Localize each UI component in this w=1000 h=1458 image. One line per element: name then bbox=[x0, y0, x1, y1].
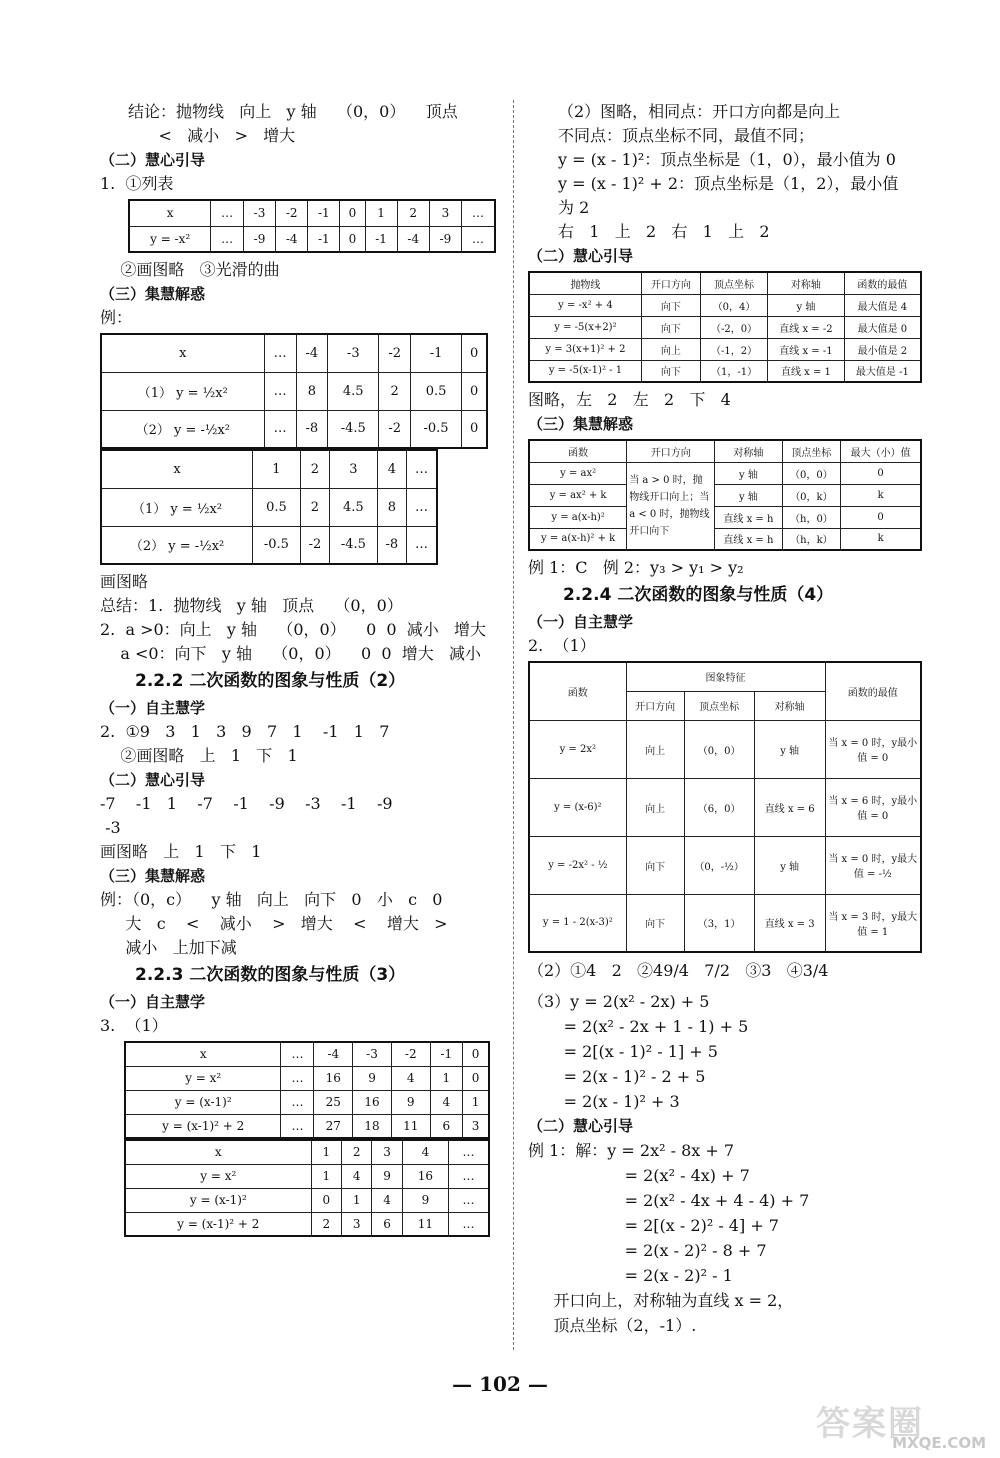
table-cell: y = -5(x+2)² bbox=[529, 316, 641, 338]
math-line: （3）y = 2(x² - 2x) + 5 bbox=[528, 992, 710, 1011]
table-cell: 最大值是 -1 bbox=[844, 360, 921, 382]
table-cell: y 轴 bbox=[715, 462, 782, 484]
table-cell: 直线 x = h bbox=[715, 506, 782, 528]
section-heading: （一）自主慧学 bbox=[100, 993, 206, 1011]
table-cell: … bbox=[449, 1212, 490, 1236]
table-cell: -4.5 bbox=[328, 410, 379, 448]
table-cell: 8 bbox=[296, 372, 327, 410]
table-cell: … bbox=[406, 488, 437, 526]
text-line: ②画图略 ③光滑的曲 bbox=[100, 260, 280, 279]
text-line: （2）图略，相同点：开口方向都是向上 bbox=[558, 102, 841, 121]
watermark-url: MXQE.COM bbox=[892, 1434, 986, 1452]
text-line: 减小 上加下减 bbox=[100, 938, 237, 957]
math-line: 开口向上，对称轴为直线 x = 2， bbox=[528, 1291, 794, 1310]
text-line: 1. ①列表 bbox=[100, 174, 174, 193]
table-cell: 向下 bbox=[641, 294, 700, 316]
math-line: = 2(x - 2)² - 8 + 7 bbox=[528, 1241, 767, 1260]
table-cell: … bbox=[281, 1042, 314, 1066]
math-line: = 2[(x - 1)² - 1] + 5 bbox=[528, 1042, 718, 1061]
table-row bbox=[529, 338, 921, 360]
table-cell: 图象特征 bbox=[626, 662, 825, 691]
table-cell: 向上 bbox=[641, 338, 700, 360]
table-row bbox=[529, 360, 921, 382]
table-row bbox=[125, 1212, 489, 1236]
table-cell: 11 bbox=[402, 1212, 448, 1236]
table-cell: 0.5 bbox=[410, 372, 461, 410]
table-cell: 6 bbox=[430, 1114, 463, 1138]
table-cell: 当 a > 0 时，抛物线开口向上；当 a < 0 时，抛物线开口向下 bbox=[627, 462, 715, 550]
table-cell: y = (x-6)² bbox=[529, 778, 626, 836]
section-heading: （三）集慧解惑 bbox=[100, 867, 206, 885]
text-line: -3 bbox=[100, 818, 121, 837]
text-line: 3. （1） bbox=[100, 1016, 168, 1035]
table-cell: 3 bbox=[429, 200, 461, 226]
text-line: 2. （1） bbox=[528, 636, 596, 655]
table-cell: 3 bbox=[372, 1140, 402, 1164]
text-line: y = (x - 1)² + 2：顶点坐标是（1，2），最小值 bbox=[558, 174, 899, 193]
table-cell: 当 x = 3 时，y最大值 = 1 bbox=[825, 894, 921, 952]
table-cell: 9 bbox=[372, 1164, 402, 1188]
math-line: = 2(x² - 2x + 1 - 1) + 5 bbox=[528, 1017, 749, 1036]
table-row bbox=[125, 1188, 489, 1212]
text-line: 画图略 上 1 下 1 bbox=[100, 842, 262, 861]
text-line: 大 c < 减小 > 增大 < 增大 > bbox=[100, 914, 448, 933]
table-cell: y = a(x-h)² bbox=[529, 506, 627, 528]
table-shift-negative bbox=[124, 1041, 490, 1139]
table-cell: 顶点坐标 bbox=[782, 440, 841, 462]
table-cell: 0 bbox=[463, 1042, 489, 1066]
table-cell: （h，k） bbox=[782, 528, 841, 550]
table-cell: y 轴 bbox=[754, 836, 825, 894]
table-cell: 抛物线 bbox=[529, 272, 641, 294]
table-cell: x bbox=[101, 334, 264, 372]
table-cell: -0.5 bbox=[410, 410, 461, 448]
table-cell: 4 bbox=[430, 1090, 463, 1114]
table-cell: 对称轴 bbox=[754, 691, 825, 720]
math-line: = 2(x - 1)² + 3 bbox=[528, 1092, 680, 1111]
table-cell: … bbox=[449, 1140, 490, 1164]
table-cell: 3 bbox=[330, 450, 378, 488]
table-cell: y = 2x² bbox=[529, 720, 626, 778]
table-cell: 0 bbox=[311, 1188, 341, 1212]
table-row bbox=[125, 1140, 489, 1164]
table-row bbox=[529, 836, 921, 894]
table-row bbox=[101, 372, 487, 410]
table-cell: y = -x² + 4 bbox=[529, 294, 641, 316]
table-cell: 0 bbox=[462, 334, 487, 372]
table-cell: （2） y = -½x² bbox=[101, 526, 253, 564]
table-parabola-properties bbox=[528, 271, 922, 383]
table-cell: 0 bbox=[340, 200, 365, 226]
table-cell: -9 bbox=[243, 226, 275, 252]
table-cell: 9 bbox=[391, 1090, 430, 1114]
text-line: 结论：抛物线 向上 y 轴 （0，0） 顶点 bbox=[128, 102, 458, 121]
table-cell: 3 bbox=[463, 1114, 489, 1138]
table-cell: 直线 x = h bbox=[715, 528, 782, 550]
table-cell: 函数 bbox=[529, 662, 626, 720]
math-line: = 2(x - 1)² - 2 + 5 bbox=[528, 1067, 706, 1086]
table-cell: 1 bbox=[253, 450, 301, 488]
table-cell: y = (x-1)² + 2 bbox=[125, 1114, 281, 1138]
text-line: < 减小 > 增大 bbox=[128, 126, 296, 145]
table-cell: -0.5 bbox=[253, 526, 301, 564]
table-cell: 16 bbox=[353, 1090, 392, 1114]
table-cell: 25 bbox=[314, 1090, 353, 1114]
text-line: 为 2 bbox=[558, 198, 590, 217]
table-cell: 函数的最值 bbox=[825, 662, 921, 720]
table-cell: 0 bbox=[462, 410, 487, 448]
math-line: = 2[(x - 2)² - 4] + 7 bbox=[528, 1216, 779, 1235]
table-cell: y = 1 - 2(x-3)² bbox=[529, 894, 626, 952]
table-cell: 当 x = 6 时，y最小值 = 0 bbox=[825, 778, 921, 836]
table-cell: … bbox=[211, 200, 244, 226]
table-cell: 16 bbox=[314, 1066, 353, 1090]
table-cell: -2 bbox=[379, 334, 410, 372]
table-cell: （h，0） bbox=[782, 506, 841, 528]
table-cell: 9 bbox=[353, 1066, 392, 1090]
table-cell: 1 bbox=[311, 1140, 341, 1164]
table-cell: x bbox=[125, 1140, 311, 1164]
table-cell: … bbox=[281, 1090, 314, 1114]
section-heading: （二）慧心引导 bbox=[100, 771, 206, 789]
table-cell: y = x² bbox=[125, 1164, 311, 1188]
math-line: = 2(x² - 4x) + 7 bbox=[528, 1166, 750, 1185]
math-line: 顶点坐标（2，-1）. bbox=[528, 1316, 697, 1335]
table-cell: 顶点坐标 bbox=[684, 691, 754, 720]
table-cell: 4 bbox=[342, 1164, 372, 1188]
table-cell: 0 bbox=[462, 372, 487, 410]
table-cell: 4 bbox=[402, 1140, 448, 1164]
section-heading: （二）慧心引导 bbox=[528, 247, 634, 265]
table-cell: 11 bbox=[391, 1114, 430, 1138]
watermark-logo bbox=[816, 1396, 986, 1452]
table-cell: 18 bbox=[353, 1114, 392, 1138]
table-cell: （0，0） bbox=[782, 462, 841, 484]
table-cell: … bbox=[406, 450, 437, 488]
table-cell: 8 bbox=[377, 488, 406, 526]
table-cell: 16 bbox=[402, 1164, 448, 1188]
table-row bbox=[101, 410, 487, 448]
table-row bbox=[129, 200, 495, 226]
section-heading: （一）自主慧学 bbox=[100, 699, 206, 717]
table-cell: 顶点坐标 bbox=[700, 272, 767, 294]
table-row bbox=[125, 1042, 489, 1066]
table-cell: 向下 bbox=[641, 360, 700, 382]
table-cell: 1 bbox=[463, 1090, 489, 1114]
table-row bbox=[129, 226, 495, 252]
section-heading: （二）慧心引导 bbox=[100, 151, 206, 169]
text-line: 不同点：顶点坐标不同，最值不同； bbox=[558, 126, 815, 145]
column-divider bbox=[513, 100, 514, 1350]
text-line: a <0：向下 y 轴 （0，0） 0 0 增大 减小 bbox=[100, 644, 481, 663]
text-line: 例 1：C 例 2：y₃ > y₁ > y₂ bbox=[528, 558, 744, 577]
table-cell: y = a(x-h)² + k bbox=[529, 528, 627, 550]
table-cell: -3 bbox=[243, 200, 275, 226]
table-cell: 开口方向 bbox=[627, 440, 715, 462]
table-row bbox=[529, 316, 921, 338]
table-cell: 4.5 bbox=[330, 488, 378, 526]
section-heading: （一）自主慧学 bbox=[528, 613, 634, 631]
table-cell: 27 bbox=[314, 1114, 353, 1138]
table-cell: … bbox=[264, 372, 296, 410]
table-cell: 直线 x = 6 bbox=[754, 778, 825, 836]
table-row bbox=[101, 488, 437, 526]
table-y-neg-x2 bbox=[128, 199, 496, 253]
text-line: 右 1 上 2 右 1 上 2 bbox=[558, 222, 770, 241]
table-cell: -2 bbox=[300, 526, 329, 564]
table-row bbox=[529, 272, 921, 294]
table-cell: 3 bbox=[342, 1212, 372, 1236]
table-cell: 4 bbox=[391, 1066, 430, 1090]
table-cell: 开口方向 bbox=[626, 691, 684, 720]
text-line: ②画图略 上 1 下 1 bbox=[100, 746, 298, 765]
table-cell: y 轴 bbox=[768, 294, 845, 316]
table-cell: -1 bbox=[430, 1042, 463, 1066]
table-cell: … bbox=[461, 226, 495, 252]
table-row bbox=[101, 526, 437, 564]
table-cell: -9 bbox=[429, 226, 461, 252]
table-cell: … bbox=[211, 226, 244, 252]
text-line: 2. ①9 3 1 3 9 7 1 -1 1 7 bbox=[100, 722, 390, 741]
table-cell: -4.5 bbox=[330, 526, 378, 564]
text-line: 画图略 bbox=[100, 572, 149, 591]
table-cell: 向下 bbox=[626, 894, 684, 952]
table-cell: k bbox=[841, 484, 921, 506]
section-title: 2.2.4 二次函数的图象与性质（4） bbox=[563, 585, 834, 605]
table-cell: 最大值是 0 bbox=[844, 316, 921, 338]
table-cell: 函数的最值 bbox=[844, 272, 921, 294]
text-line: 总结：1. 抛物线 y 轴 顶点 （0，0） bbox=[100, 596, 403, 615]
table-cell: … bbox=[461, 200, 495, 226]
table-cell: … bbox=[264, 410, 296, 448]
table-cell: x bbox=[125, 1042, 281, 1066]
table-cell: … bbox=[449, 1188, 490, 1212]
table-cell: -1 bbox=[410, 334, 461, 372]
table-cell: 2 bbox=[397, 200, 429, 226]
table-row bbox=[125, 1066, 489, 1090]
table-cell: k bbox=[841, 528, 921, 550]
watermark-text: 答案圈 bbox=[816, 1404, 924, 1444]
table-cell: 0.5 bbox=[253, 488, 301, 526]
table-cell: 6 bbox=[372, 1212, 402, 1236]
table-cell: （0，4） bbox=[700, 294, 767, 316]
table-cell: 向上 bbox=[626, 720, 684, 778]
table-cell: 最大（小）值 bbox=[841, 440, 921, 462]
text-line: 例：（0，c） y 轴 向上 向下 0 小 c 0 bbox=[100, 890, 443, 909]
table-row bbox=[125, 1164, 489, 1188]
table-cell: （1，-1） bbox=[700, 360, 767, 382]
table-cell: -1 bbox=[308, 200, 340, 226]
table-cell: -2 bbox=[391, 1042, 430, 1066]
table-row bbox=[125, 1090, 489, 1114]
table-cell: 4 bbox=[377, 450, 406, 488]
table-cell: -2 bbox=[276, 200, 308, 226]
section-title: 2.2.3 二次函数的图象与性质（3） bbox=[135, 965, 406, 985]
section-heading: （二）慧心引导 bbox=[528, 1117, 634, 1135]
text-line: 例： bbox=[100, 308, 133, 327]
table-cell: 2 bbox=[379, 372, 410, 410]
table-cell: -3 bbox=[328, 334, 379, 372]
math-line: = 2(x² - 4x + 4 - 4) + 7 bbox=[528, 1191, 810, 1210]
table-cell: 4.5 bbox=[328, 372, 379, 410]
right-column bbox=[528, 100, 928, 1338]
table-cell: 2 bbox=[300, 488, 329, 526]
table-cell: … bbox=[264, 334, 296, 372]
table-cell: 0 bbox=[841, 506, 921, 528]
table-row bbox=[101, 334, 487, 372]
table-cell: -8 bbox=[296, 410, 327, 448]
table-general-form bbox=[528, 439, 922, 551]
table-cell: -3 bbox=[353, 1042, 392, 1066]
table-cell: 2 bbox=[300, 450, 329, 488]
table-cell: y = x² bbox=[125, 1066, 281, 1090]
table-cell: 直线 x = -2 bbox=[768, 316, 845, 338]
table-cell: -2 bbox=[379, 410, 410, 448]
table-cell: y = ax² bbox=[529, 462, 627, 484]
table-cell: （3，1） bbox=[684, 894, 754, 952]
section-heading: （三）集慧解惑 bbox=[100, 285, 206, 303]
table-cell: y = ax² + k bbox=[529, 484, 627, 506]
table-cell: （1） y = ½x² bbox=[101, 372, 264, 410]
table-cell: 1 bbox=[311, 1164, 341, 1188]
table-shift-positive bbox=[124, 1139, 490, 1237]
table-row bbox=[529, 778, 921, 836]
table-cell: 0 bbox=[841, 462, 921, 484]
section-heading: （三）集慧解惑 bbox=[528, 415, 634, 433]
math-line: 例 1：解：y = 2x² - 8x + 7 bbox=[528, 1141, 735, 1160]
table-cell: -4 bbox=[296, 334, 327, 372]
text-line: y = (x - 1)²：顶点坐标是（1，0），最小值为 0 bbox=[558, 150, 896, 169]
table-row bbox=[529, 894, 921, 952]
table-cell: 0 bbox=[340, 226, 365, 252]
page-number: — 102 — bbox=[452, 1372, 548, 1396]
table-row bbox=[125, 1114, 489, 1138]
table-cell: -4 bbox=[397, 226, 429, 252]
table-cell: y = (x-1)² bbox=[125, 1090, 281, 1114]
math-line: = 2(x - 2)² - 1 bbox=[528, 1266, 733, 1285]
table-cell: 4 bbox=[372, 1188, 402, 1212]
table-cell: y = 3(x+1)² + 2 bbox=[529, 338, 641, 360]
table-cell: 函数 bbox=[529, 440, 627, 462]
table-half-x2-positive bbox=[100, 449, 438, 565]
table-cell: （6，0） bbox=[684, 778, 754, 836]
table-cell: … bbox=[281, 1066, 314, 1090]
table-cell: 1 bbox=[430, 1066, 463, 1090]
table-cell: 2 bbox=[311, 1212, 341, 1236]
text-line: （2）①4 2 ②49/4 7/2 ③3 ④3/4 bbox=[528, 961, 829, 980]
table-cell: 1 bbox=[342, 1188, 372, 1212]
table-cell: 直线 x = -1 bbox=[768, 338, 845, 360]
table-cell: -8 bbox=[377, 526, 406, 564]
table-cell: -4 bbox=[276, 226, 308, 252]
table-cell: （0，0） bbox=[684, 720, 754, 778]
table-cell: 开口方向 bbox=[641, 272, 700, 294]
table-cell: 向下 bbox=[641, 316, 700, 338]
table-cell: y = (x-1)² bbox=[125, 1188, 311, 1212]
table-cell: … bbox=[449, 1164, 490, 1188]
text-line: -7 -1 1 -7 -1 -9 -3 -1 -9 bbox=[100, 794, 393, 813]
table-cell: -1 bbox=[365, 226, 397, 252]
table-cell: y = (x-1)² + 2 bbox=[125, 1212, 311, 1236]
table-cell: x bbox=[129, 200, 211, 226]
table-cell: 当 x = 0 时，y最小值 = 0 bbox=[825, 720, 921, 778]
text-line: 2. a >0：向上 y 轴 （0，0） 0 0 减小 增大 bbox=[100, 620, 487, 639]
text-line: 图略，左 2 左 2 下 4 bbox=[528, 390, 731, 409]
table-cell: 对称轴 bbox=[715, 440, 782, 462]
left-column bbox=[100, 100, 500, 1242]
table-cell: y = -x² bbox=[129, 226, 211, 252]
table-cell: 0 bbox=[463, 1066, 489, 1090]
table-row bbox=[529, 294, 921, 316]
table-row bbox=[101, 450, 437, 488]
table-cell: -4 bbox=[314, 1042, 353, 1066]
table-cell: （1） y = ½x² bbox=[101, 488, 253, 526]
table-cell: （-1，2） bbox=[700, 338, 767, 360]
table-cell: … bbox=[406, 526, 437, 564]
table-cell: 最大值是 4 bbox=[844, 294, 921, 316]
table-cell: 对称轴 bbox=[768, 272, 845, 294]
table-cell: 向下 bbox=[626, 836, 684, 894]
table-row bbox=[529, 720, 921, 778]
table-cell: 当 x = 0 时，y最大值 = -½ bbox=[825, 836, 921, 894]
table-cell: （0，-½） bbox=[684, 836, 754, 894]
section-title: 2.2.2 二次函数的图象与性质（2） bbox=[135, 671, 406, 691]
table-cell: （2） y = -½x² bbox=[101, 410, 264, 448]
table-graph-features bbox=[528, 661, 922, 953]
table-cell: y = -5(x-1)² - 1 bbox=[529, 360, 641, 382]
table-cell: x bbox=[101, 450, 253, 488]
table-cell: （-2，0） bbox=[700, 316, 767, 338]
table-half-x2-negative bbox=[100, 333, 488, 449]
table-cell: 直线 x = 1 bbox=[768, 360, 845, 382]
table-cell: y 轴 bbox=[715, 484, 782, 506]
table-cell: y = -2x² - ½ bbox=[529, 836, 626, 894]
table-cell: 直线 x = 3 bbox=[754, 894, 825, 952]
table-cell: … bbox=[281, 1114, 314, 1138]
table-cell: 1 bbox=[365, 200, 397, 226]
table-cell: 最小值是 2 bbox=[844, 338, 921, 360]
table-cell: 9 bbox=[402, 1188, 448, 1212]
table-cell: （0，k） bbox=[782, 484, 841, 506]
table-cell: 2 bbox=[342, 1140, 372, 1164]
table-cell: y 轴 bbox=[754, 720, 825, 778]
table-cell: 向上 bbox=[626, 778, 684, 836]
table-cell: -1 bbox=[308, 226, 340, 252]
